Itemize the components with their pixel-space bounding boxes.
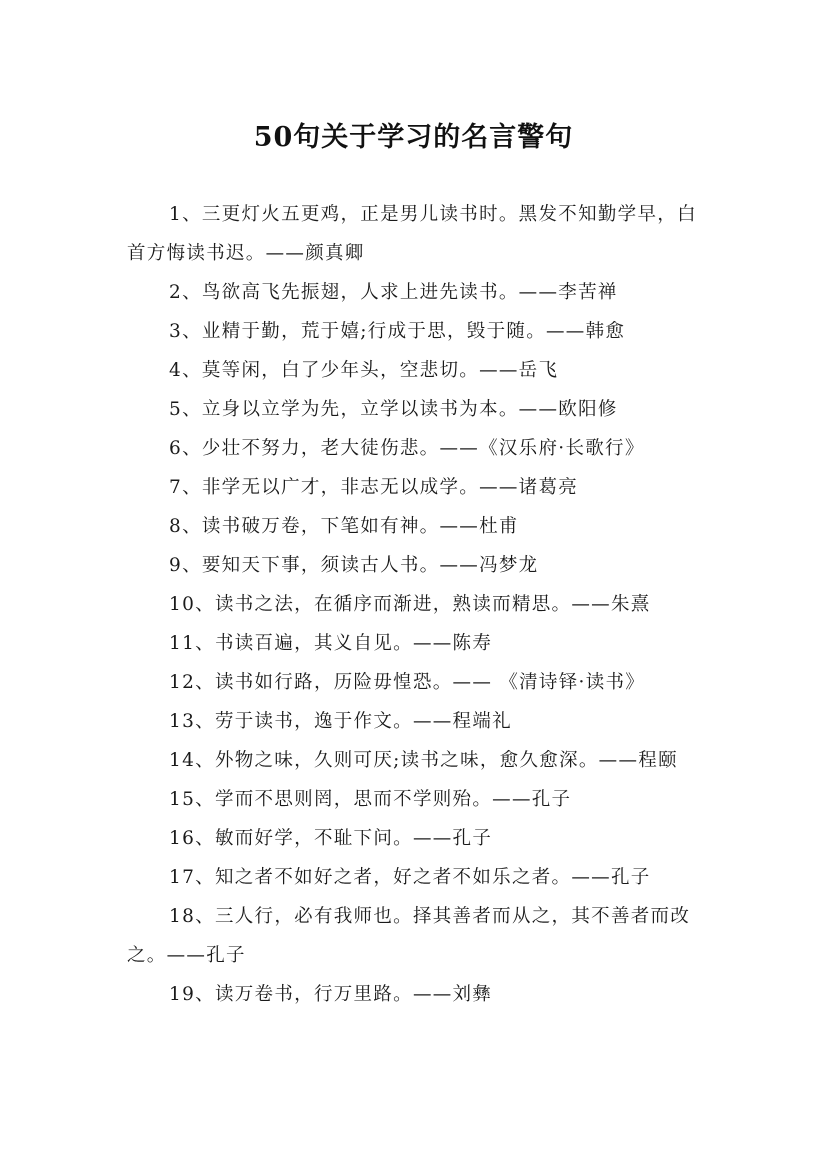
quote-item: 16、敏而好学，不耻下问。——孔子 [169,828,493,849]
quote-item: 15、学而不思则罔，思而不学则殆。——孔子 [169,789,572,810]
quote-list [127,195,705,1014]
quote-item: 10、读书之法，在循序而渐进，熟读而精思。——朱熹 [169,594,651,615]
quote-item: 9、要知天下事，须读古人书。——冯梦龙 [169,555,539,576]
quote-item: 4、莫等闲，白了少年头，空悲切。——岳飞 [169,360,559,381]
quote-item: 12、读书如行路，历险毋惶恐。—— 《清诗铎·读书》 [169,672,646,693]
quote-item: 11、书读百遍，其义自见。——陈寿 [169,633,493,654]
quote-item: 5、立身以立学为先，立学以读书为本。——欧阳修 [169,399,618,420]
quote-item: 2、鸟欲高飞先振翅，人求上进先读书。——李苦禅 [169,282,618,303]
quote-item: 6、少壮不努力，老大徒伤悲。——《汉乐府·长歌行》 [169,438,645,459]
quote-item: 3、业精于勤，荒于嬉;行成于思，毁于随。——韩愈 [169,321,626,342]
quote-item: 14、外物之味，久则可厌;读书之味，愈久愈深。——程颐 [169,750,678,771]
quote-item: 17、知之者不如好之者，好之者不如乐之者。——孔子 [169,867,651,888]
page-title: 50句关于学习的名言警句 [253,122,574,154]
quote-item: 7、非学无以广才，非志无以成学。——诸葛亮 [169,477,579,498]
quote-item: 19、读万卷书，行万里路。——刘彝 [169,984,493,1005]
quote-item: 13、劳于读书，逸于作文。——程端礼 [169,711,512,732]
quote-item: 8、读书破万卷，下笔如有神。——杜甫 [169,516,519,537]
quote-item: 1、三更灯火五更鸡，正是男儿读书时。黑发不知勤学早，白首方悔读书迟。——颜真卿 [127,204,697,264]
quote-item: 18、三人行，必有我师也。择其善者而从之，其不善者而改之。——孔子 [127,906,691,966]
